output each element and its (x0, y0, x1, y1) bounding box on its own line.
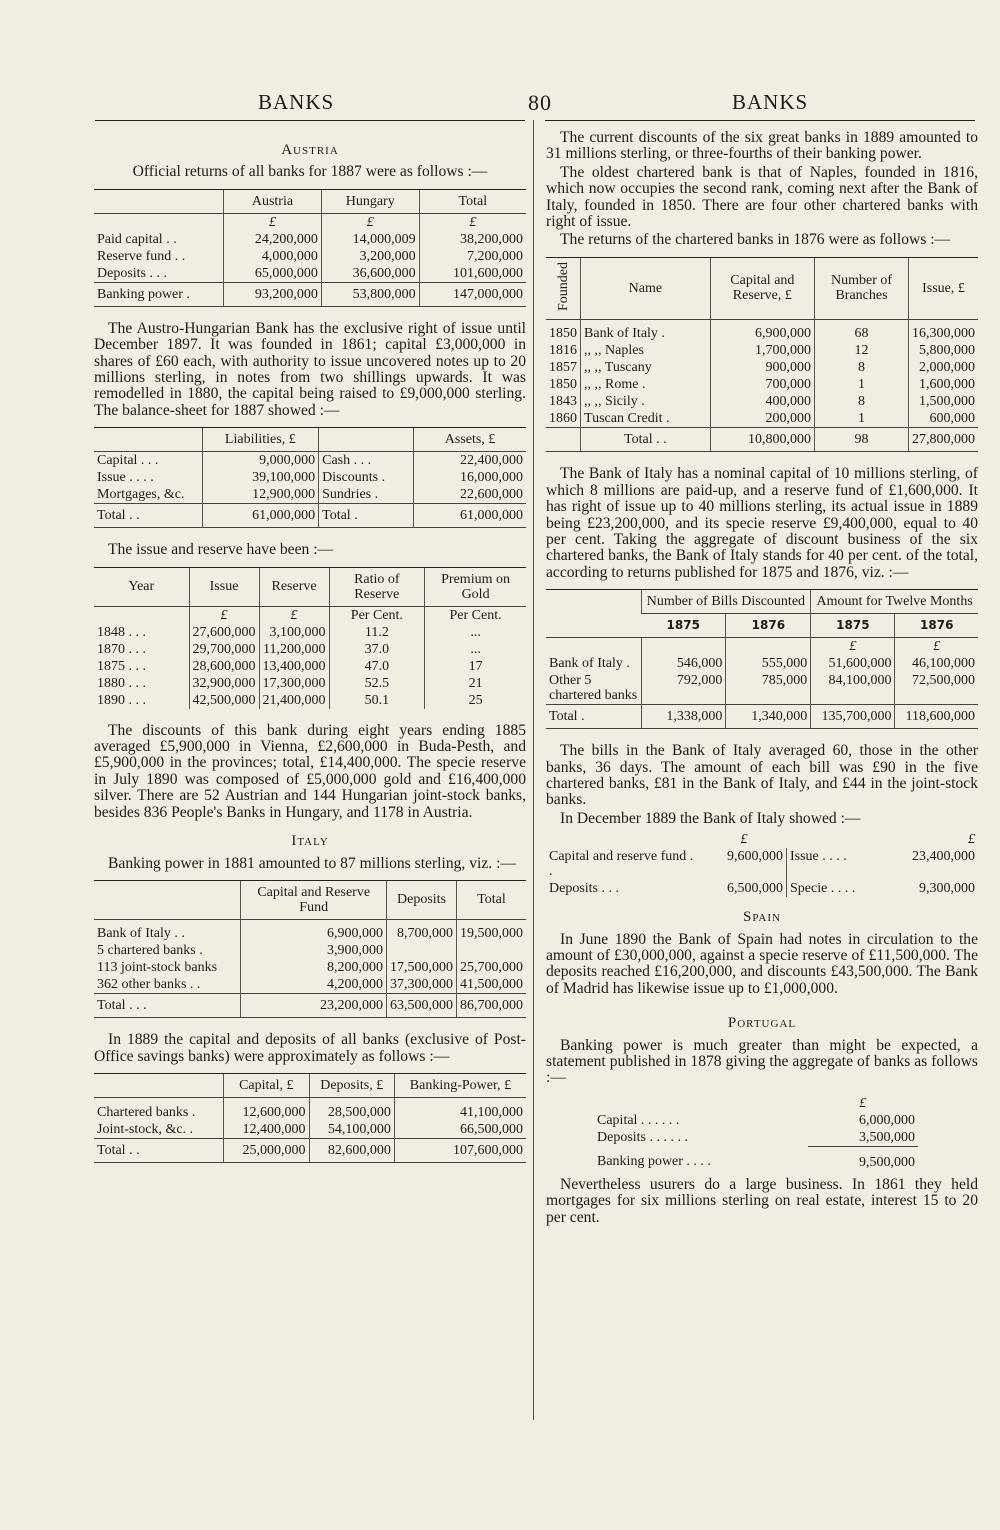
cell: 23,200,000 (241, 994, 387, 1018)
running-head-left: BANKS (258, 90, 335, 114)
cell: 86,700,000 (457, 994, 527, 1018)
row-label: ,, ,, Sicily . (581, 393, 711, 410)
cell: 46,100,000 (895, 655, 978, 672)
cell: 17 (425, 658, 526, 675)
col-header: Austria (224, 189, 322, 213)
cell: 84,100,000 (811, 672, 895, 705)
row-label: Tuscan Credit . (581, 410, 711, 428)
paragraph: The Austro-Hungarian Bank has the exclusive right of issue until December 1897. It was founded in 1861; capital £3,000,000 in shares of £60 each, with authority to issue uncovered notes up to 20 millions sterling, in notes from two shillings upwards. It was remodelled in 1880, the capital being raised to £9,000,000 sterling. The balance-sheet for 1887 showed :— (94, 319, 526, 419)
col-header: Hungary (321, 189, 419, 213)
unit-label: Per Cent. (329, 606, 425, 624)
cell: 17,500,000 (387, 959, 457, 976)
cell: 9,000,000 (202, 452, 319, 470)
row-label: Issue . . . . (790, 849, 847, 865)
italy-1889-table (94, 1073, 526, 1163)
cell: 3,500,000 (808, 1129, 918, 1147)
row-label: Specie . . . . (790, 881, 856, 897)
cell: 93,200,000 (224, 282, 322, 306)
cell (387, 942, 457, 959)
paragraph: The bills in the Bank of Italy averaged 60, those in the other banks, 36 days. The amount of each bill was £90 in the five chartered banks, £81 in the Bank of Italy, and £44 in the joint-stock banks. (546, 742, 978, 809)
col-header: Number of Branches (815, 257, 909, 319)
col-header: Liabilities, £ (202, 428, 319, 452)
cell: 135,700,000 (811, 705, 895, 729)
cell: 1860 (549, 411, 577, 427)
header-rule-right (545, 120, 975, 121)
total-row (94, 504, 526, 528)
row-label: Deposits . . . (549, 881, 619, 897)
table-row (94, 231, 526, 248)
cell: 1 (815, 376, 909, 393)
paragraph: Banking power is much greater than might be expected, a statement published in 1878 giving the aggregate of banks as follows :— (546, 1036, 978, 1087)
balance-sheet-table (94, 427, 526, 528)
total-row (94, 282, 526, 306)
table-row (94, 675, 526, 692)
section-heading-italy: Italy (291, 833, 329, 850)
cell: 1,500,000 (908, 393, 978, 410)
cell: 25,700,000 (457, 959, 527, 976)
cell: 16,000,000 (414, 469, 526, 486)
cell: 66,500,000 (394, 1121, 526, 1139)
table-row (546, 672, 978, 705)
column-divider (533, 120, 534, 1420)
table-row (546, 393, 978, 410)
cell: 98 (815, 428, 909, 452)
cell: 32,900,000 (189, 675, 259, 692)
table-row (546, 410, 978, 428)
cell: 61,000,000 (202, 504, 319, 528)
cell: 1843 (549, 394, 577, 410)
cell: 52.5 (329, 675, 425, 692)
paragraph: The oldest chartered bank is that of Naples, founded in 1816, which now occupies the second rank, coming next after the Bank of Italy, founded in 1850. There are four other chartered banks with right of issue. (546, 163, 978, 231)
col-header: Number of Bills Discounted (641, 590, 811, 614)
year-header: 1876 (895, 614, 978, 638)
paragraph: The discounts of this bank during eight years ending 1885 averaged £5,900,000 in Vienna, £2,600,000 in Buda-Pesth, and £5,900,000 in the provinces; total, £14,400,000. The specie reserve in July 1890 was composed of £5,000,000 gold and £16,400,000 silver. There are 52 Austrian and 144 Hungarian joint-stock banks, besides 836 People's Banks in Hungary, and 1178 in Austria. (94, 721, 526, 821)
cell: 28,500,000 (309, 1104, 394, 1121)
unit-label: £ (740, 832, 748, 848)
cell: 6,900,000 (710, 325, 814, 342)
cell: 6,000,000 (859, 1112, 915, 1128)
col-header: Deposits (387, 880, 457, 919)
row-label: Deposits . . . (97, 265, 167, 281)
blank-header (94, 189, 224, 213)
cell: 27,600,000 (189, 624, 259, 641)
cell: 6,900,000 (241, 925, 387, 942)
table-row (94, 265, 526, 283)
col-header: Amount for Twelve Months (811, 590, 978, 614)
cell: 38,200,000 (419, 231, 526, 248)
cell: 1,340,000 (726, 705, 811, 729)
running-head-right: BANKS (732, 90, 809, 114)
row-label: Total . (319, 504, 414, 528)
row-label: Sundries . (319, 486, 414, 504)
cell: 19,500,000 (457, 925, 527, 942)
paragraph: The Bank of Italy has a nominal capital of 10 millions sterling, of which 8 millions are paid-up, and a reserve fund of £1,600,000. It has right of issue up to 40 millions sterling, its actual issue in 1889 being £23,200,000, and its specie reserve £9,400,000, equal to 40 per cent. Taking the aggregate of discount business of the six chartered banks, the Bank of Italy stands for 40 per cent. of the total, according to returns published for 1875 and 1876, viz. :— (546, 465, 978, 581)
paragraph: The current discounts of the six great banks in 1889 amounted to 31 millions sterling, or three-fourths of their banking power. (546, 129, 978, 163)
cell: 8 (815, 393, 909, 410)
year-header: 1876 (726, 614, 811, 638)
table-row (94, 1104, 526, 1121)
table-row (94, 1121, 526, 1139)
cell: 50.1 (329, 692, 425, 709)
cell: 4,000,000 (224, 248, 322, 265)
row-label: 1875 . . . (97, 658, 146, 674)
portugal-table (594, 1095, 918, 1171)
table-row (94, 486, 526, 504)
table-row (94, 624, 526, 641)
page-number: 80 (528, 90, 552, 115)
row-label: 1890 . . . (97, 692, 146, 708)
italy-banking-power-table (94, 880, 526, 1019)
col-header: Capital, £ (224, 1074, 309, 1098)
left-column (94, 130, 526, 1177)
cell: 12,400,000 (224, 1121, 309, 1139)
row-label: 1848 . . . (97, 624, 146, 640)
cell: 900,000 (710, 359, 814, 376)
cell: 14,000,009 (321, 231, 419, 248)
cell: 54,100,000 (309, 1121, 394, 1139)
table-row (94, 976, 526, 994)
cell: 23,400,000 (912, 849, 975, 865)
year-header: 1875 (811, 614, 895, 638)
table-row (546, 848, 978, 880)
italy-intro: Banking power in 1881 amounted to 87 millions sterling, viz. :— (108, 854, 516, 872)
table-row (94, 469, 526, 486)
row-label: Capital . . . (97, 453, 159, 469)
table-row (546, 376, 978, 393)
cell: 22,400,000 (414, 452, 526, 470)
row-label: Issue . . . . (97, 470, 154, 486)
cell: 51,600,000 (811, 655, 895, 672)
unit-label: £ (419, 213, 526, 231)
cell: 68 (815, 325, 909, 342)
cell: 3,100,000 (259, 624, 329, 641)
cell: 118,600,000 (895, 705, 978, 729)
row-label: Bank of Italy . . (97, 926, 185, 942)
cell: 22,600,000 (414, 486, 526, 504)
col-header: Name (581, 257, 711, 319)
total-row (546, 705, 978, 729)
unit-label: Per Cent. (425, 606, 526, 624)
row-label: ,, ,, Tuscany (581, 359, 711, 376)
section-heading-austria: Austria (281, 142, 339, 158)
cell: 47.0 (329, 658, 425, 675)
cell: 1850 (549, 326, 577, 342)
table-row (546, 325, 978, 342)
unit-label: £ (189, 606, 259, 624)
cell: 555,000 (726, 655, 811, 672)
cell: 8,200,000 (241, 959, 387, 976)
cell: 28,600,000 (189, 658, 259, 675)
table-row (546, 359, 978, 376)
table-row (94, 942, 526, 959)
paragraph: In December 1889 the Bank of Italy showed :— (560, 809, 861, 827)
paragraph: The returns of the chartered banks in 1876 were as follows :— (560, 231, 951, 249)
cell: 53,800,000 (321, 282, 419, 306)
cell: 25,000,000 (224, 1138, 309, 1162)
cell: 8 (815, 359, 909, 376)
year-header: 1875 (641, 614, 726, 638)
unit-label: £ (224, 213, 322, 231)
unit-label: £ (859, 1095, 867, 1111)
table-row (546, 880, 978, 897)
cell: 36,600,000 (321, 265, 419, 283)
row-label: Total . . (94, 504, 202, 528)
paragraph: The issue and reserve have been :— (108, 541, 334, 559)
cell: 27,800,000 (908, 428, 978, 452)
bills-discounted-table (546, 589, 978, 729)
cell: 82,600,000 (309, 1138, 394, 1162)
table-row (94, 658, 526, 675)
row-label: Cash . . . (319, 452, 414, 470)
table-row (94, 959, 526, 976)
cell: 1857 (549, 360, 577, 376)
cell: 42,500,000 (189, 692, 259, 709)
cell: 61,000,000 (414, 504, 526, 528)
cell: 101,600,000 (419, 265, 526, 283)
cell: 546,000 (641, 655, 726, 672)
row-label: ,, ,, Naples (581, 342, 711, 359)
cell: 63,500,000 (387, 994, 457, 1018)
row-label: Total . (546, 705, 641, 729)
cell: 37.0 (329, 641, 425, 658)
cell: 785,000 (726, 672, 811, 705)
cell: 2,000,000 (908, 359, 978, 376)
table-row (594, 1112, 918, 1129)
cell: 6,500,000 (702, 880, 787, 897)
total-row (94, 1138, 526, 1162)
row-label: Other 5 chartered banks (549, 673, 638, 704)
cell: 41,500,000 (457, 976, 527, 994)
total-row (94, 994, 526, 1018)
cell: 12 (815, 342, 909, 359)
cell: 13,400,000 (259, 658, 329, 675)
right-column (546, 130, 978, 1228)
row-label: Discounts . (319, 469, 414, 486)
row-label: 5 chartered banks . (97, 943, 203, 959)
cell: 3,200,000 (321, 248, 419, 265)
cell (457, 942, 527, 959)
cell: 29,700,000 (189, 641, 259, 658)
cell: 792,000 (641, 672, 726, 705)
cell: 7,200,000 (419, 248, 526, 265)
row-label: Reserve fund . . (97, 248, 186, 264)
col-header: Banking-Power, £ (394, 1074, 526, 1098)
cell: 24,200,000 (224, 231, 322, 248)
table-row (94, 452, 526, 470)
cell: 16,300,000 (908, 325, 978, 342)
col-header: Assets, £ (414, 428, 526, 452)
cell: 700,000 (710, 376, 814, 393)
page-header (0, 90, 1000, 120)
col-header: Reserve (259, 567, 329, 606)
cell: 9,300,000 (919, 881, 975, 897)
cell: 3,900,000 (241, 942, 387, 959)
cell: 147,000,000 (419, 282, 526, 306)
col-header: Premium on Gold (425, 567, 526, 606)
cell: 1,600,000 (908, 376, 978, 393)
unit-label: £ (895, 638, 978, 656)
paragraph: In June 1890 the Bank of Spain had notes in circulation to the amount of £30,000,000, against a specie reserve of £11,500,000. The deposits reached £16,200,000, and discounts £43,500,000. The Bank of Madrid has likewise issue up to £1,000,000. (546, 930, 978, 997)
issue-reserve-table (94, 567, 526, 709)
cell: 1850 (549, 377, 577, 393)
col-header: Issue, £ (908, 257, 978, 319)
cell: 65,000,000 (224, 265, 322, 283)
cell: 41,100,000 (394, 1104, 526, 1121)
table-row (94, 925, 526, 942)
cell: 4,200,000 (241, 976, 387, 994)
row-label: Capital . . . . . . (597, 1112, 680, 1128)
unit-label: £ (259, 606, 329, 624)
cell: 25 (425, 692, 526, 709)
chartered-banks-table (546, 257, 978, 453)
cell: 21,400,000 (259, 692, 329, 709)
section-heading-portugal: Portugal (727, 1015, 797, 1032)
table-row (94, 248, 526, 265)
cell: 17,300,000 (259, 675, 329, 692)
cell: 37,300,000 (387, 976, 457, 994)
cell: 9,600,000 (702, 848, 787, 880)
col-header: Total (457, 880, 527, 919)
paragraph: Nevertheless usurers do a large business. In 1861 they held mortgages for six millions sterling on real estate, interest 15 to 20 per cent. (546, 1175, 978, 1226)
paragraph: In 1889 the capital and deposits of all banks (exclusive of Post-Office savings banks) were approximately as follows :— (94, 1031, 526, 1065)
row-label: Deposits . . . . . . (597, 1129, 688, 1145)
table-row (546, 342, 978, 359)
table-row (594, 1129, 918, 1147)
col-header: Capital and Reserve Fund (241, 880, 387, 919)
table-row (94, 692, 526, 709)
col-header: Issue (189, 567, 259, 606)
cell: ... (425, 624, 526, 641)
row-label: Chartered banks . (97, 1104, 196, 1120)
total-row (546, 428, 978, 452)
col-header: Capital and Reserve, £ (710, 257, 814, 319)
col-header: Total (419, 189, 526, 213)
row-label: Banking power . . . . (597, 1154, 711, 1170)
col-header: Year (94, 567, 189, 606)
cell: 107,600,000 (394, 1138, 526, 1162)
table-row (546, 655, 978, 672)
row-label: Total . . (581, 428, 711, 452)
row-label: Bank of Italy . (549, 656, 630, 672)
row-label: Paid capital . . (97, 231, 177, 247)
unit-label: £ (811, 638, 895, 656)
cell: 200,000 (710, 410, 814, 428)
row-label: 1870 . . . (97, 641, 146, 657)
cell: 12,600,000 (224, 1104, 309, 1121)
row-label: Bank of Italy . (581, 325, 711, 342)
cell: 72,500,000 (895, 672, 978, 705)
row-label: 1880 . . . (97, 675, 146, 691)
col-header: Deposits, £ (309, 1074, 394, 1098)
austria-intro: Official returns of all banks for 1887 were as follows :— (132, 163, 488, 181)
row-label: 362 other banks . . (97, 977, 201, 993)
cell: ... (425, 641, 526, 658)
header-rule-left (95, 120, 525, 121)
bank-of-italy-1889-table (546, 831, 978, 897)
cell: 400,000 (710, 393, 814, 410)
cell: 8,700,000 (387, 925, 457, 942)
unit-label: £ (968, 832, 975, 848)
total-row (594, 1146, 918, 1171)
row-label: Joint-stock, &c. . (97, 1121, 194, 1137)
row-label: ,, ,, Rome . (581, 376, 711, 393)
cell: 5,800,000 (908, 342, 978, 359)
cell: 600,000 (908, 410, 978, 428)
cell: 11,200,000 (259, 641, 329, 658)
row-label: Total . . . (94, 994, 241, 1018)
col-header: Ratio of Reserve (329, 567, 425, 606)
col-header: Founded (555, 261, 571, 311)
unit-label: £ (321, 213, 419, 231)
austria-returns-table (94, 189, 526, 307)
row-label: 113 joint-stock banks (97, 960, 218, 976)
cell: 21 (425, 675, 526, 692)
cell: 1816 (549, 343, 577, 359)
cell: 1 (815, 410, 909, 428)
cell: 9,500,000 (859, 1154, 915, 1170)
cell: 1,700,000 (710, 342, 814, 359)
row-label: Mortgages, &c. (97, 487, 185, 503)
section-heading-spain: Spain (742, 909, 781, 926)
cell: 10,800,000 (710, 428, 814, 452)
cell: 39,100,000 (202, 469, 319, 486)
row-label: Total . . (94, 1138, 224, 1162)
row-label: Banking power . (94, 282, 224, 306)
row-label: Capital and reserve fund . . (549, 849, 694, 880)
cell: 11.2 (329, 624, 425, 641)
table-row (94, 641, 526, 658)
cell: 1,338,000 (641, 705, 726, 729)
cell: 12,900,000 (202, 486, 319, 504)
